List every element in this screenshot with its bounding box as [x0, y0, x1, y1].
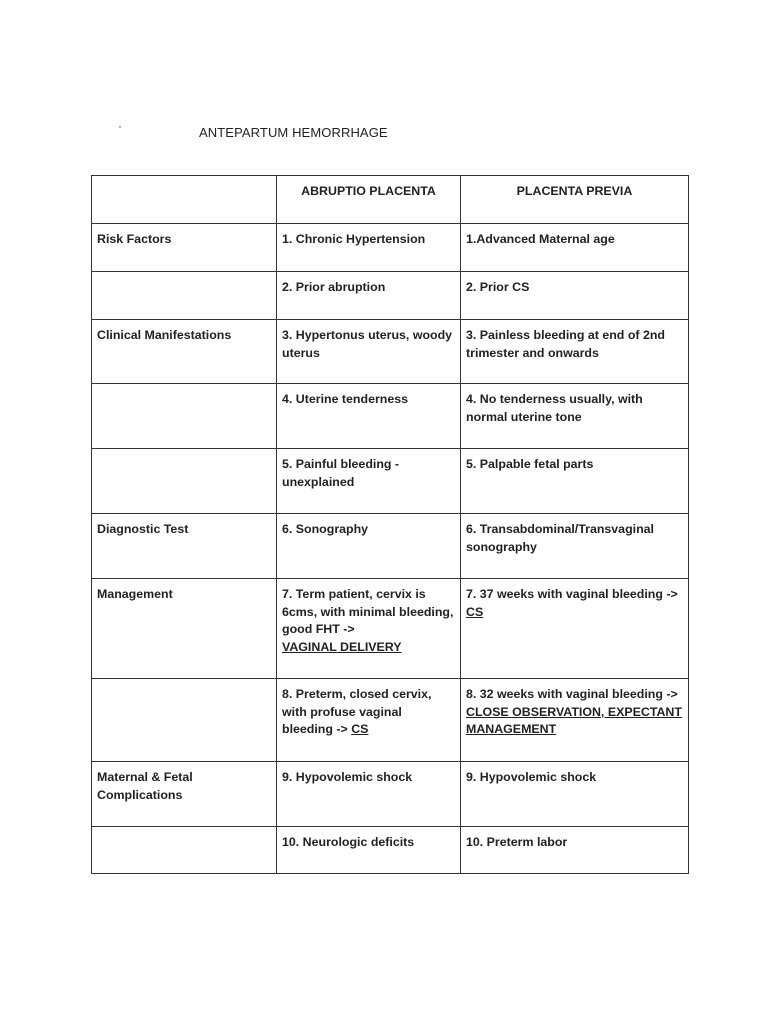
emphasis-text: CLOSE OBSERVATION, EXPECTANT MANAGEMENT — [466, 704, 682, 736]
category-cell — [92, 679, 277, 762]
header-cell-empty — [92, 176, 277, 224]
comparison-table — [91, 175, 689, 874]
previa-cell: 10. Preterm labor — [461, 827, 689, 874]
abruptio-cell: 10. Neurologic deficits — [277, 827, 461, 874]
table-row — [92, 449, 689, 514]
previa-cell: 4. No tenderness usually, with normal uterine tone — [461, 384, 689, 449]
table-header-row — [92, 176, 689, 224]
previa-cell: 9. Hypovolemic shock — [461, 762, 689, 827]
header-cell-previa: PLACENTA PREVIA — [461, 176, 689, 224]
category-cell — [92, 272, 277, 320]
category-cell: Maternal & Fetal Complications — [92, 762, 277, 827]
abruptio-cell: 9. Hypovolemic shock — [277, 762, 461, 827]
emphasis-text: VAGINAL DELIVERY — [282, 639, 402, 654]
abruptio-cell: 4. Uterine tenderness — [277, 384, 461, 449]
abruptio-cell — [277, 679, 461, 762]
table-row — [92, 762, 689, 827]
previa-cell: 2. Prior CS — [461, 272, 689, 320]
category-cell: Clinical Manifestations — [92, 320, 277, 384]
emphasis-text: CS — [466, 604, 484, 619]
table-row — [92, 514, 689, 579]
table-row — [92, 384, 689, 449]
table-row — [92, 320, 689, 384]
cell-text: 8. Preterm, closed cervix, with profuse vaginal bleeding -> — [282, 687, 432, 736]
category-cell — [92, 449, 277, 514]
emphasis-text: CS — [351, 722, 369, 736]
table-row — [92, 679, 689, 762]
category-cell — [92, 384, 277, 449]
abruptio-cell: 6. Sonography — [277, 514, 461, 579]
table-row — [92, 579, 689, 679]
abruptio-cell: 1. Chronic Hypertension — [277, 224, 461, 272]
category-cell — [92, 827, 277, 874]
abruptio-cell: 3. Hypertonus uterus, woody uterus — [277, 320, 461, 384]
previa-cell: 5. Palpable fetal parts — [461, 449, 689, 514]
header-cell-abruptio: ABRUPTIO PLACENTA — [277, 176, 461, 224]
table-row — [92, 272, 689, 320]
category-cell: Diagnostic Test — [92, 514, 277, 579]
previa-cell: 1.Advanced Maternal age — [461, 224, 689, 272]
category-cell: Management — [92, 579, 277, 679]
previa-cell: 6. Transabdominal/Transvaginal sonography — [461, 514, 689, 579]
cell-text: 7. Term patient, cervix is 6cms, with minimal bleeding, good FHT -> — [282, 587, 454, 636]
category-cell: Risk Factors — [92, 224, 277, 272]
cell-text: 8. 32 weeks with vaginal bleeding -> — [466, 687, 678, 701]
cell-text: 7. 37 weeks with vaginal bleeding -> — [466, 587, 678, 601]
abruptio-cell: 2. Prior abruption — [277, 272, 461, 320]
page-title: ANTEPARTUM HEMORRHAGE — [199, 125, 388, 140]
table-row — [92, 827, 689, 874]
previa-cell — [461, 679, 689, 762]
previa-cell — [461, 579, 689, 679]
previa-cell: 3. Painless bleeding at end of 2nd trimester and onwards — [461, 320, 689, 384]
abruptio-cell: 5. Painful bleeding - unexplained — [277, 449, 461, 514]
bullet-mark: · — [118, 119, 122, 133]
table-row — [92, 224, 689, 272]
abruptio-cell — [277, 579, 461, 679]
